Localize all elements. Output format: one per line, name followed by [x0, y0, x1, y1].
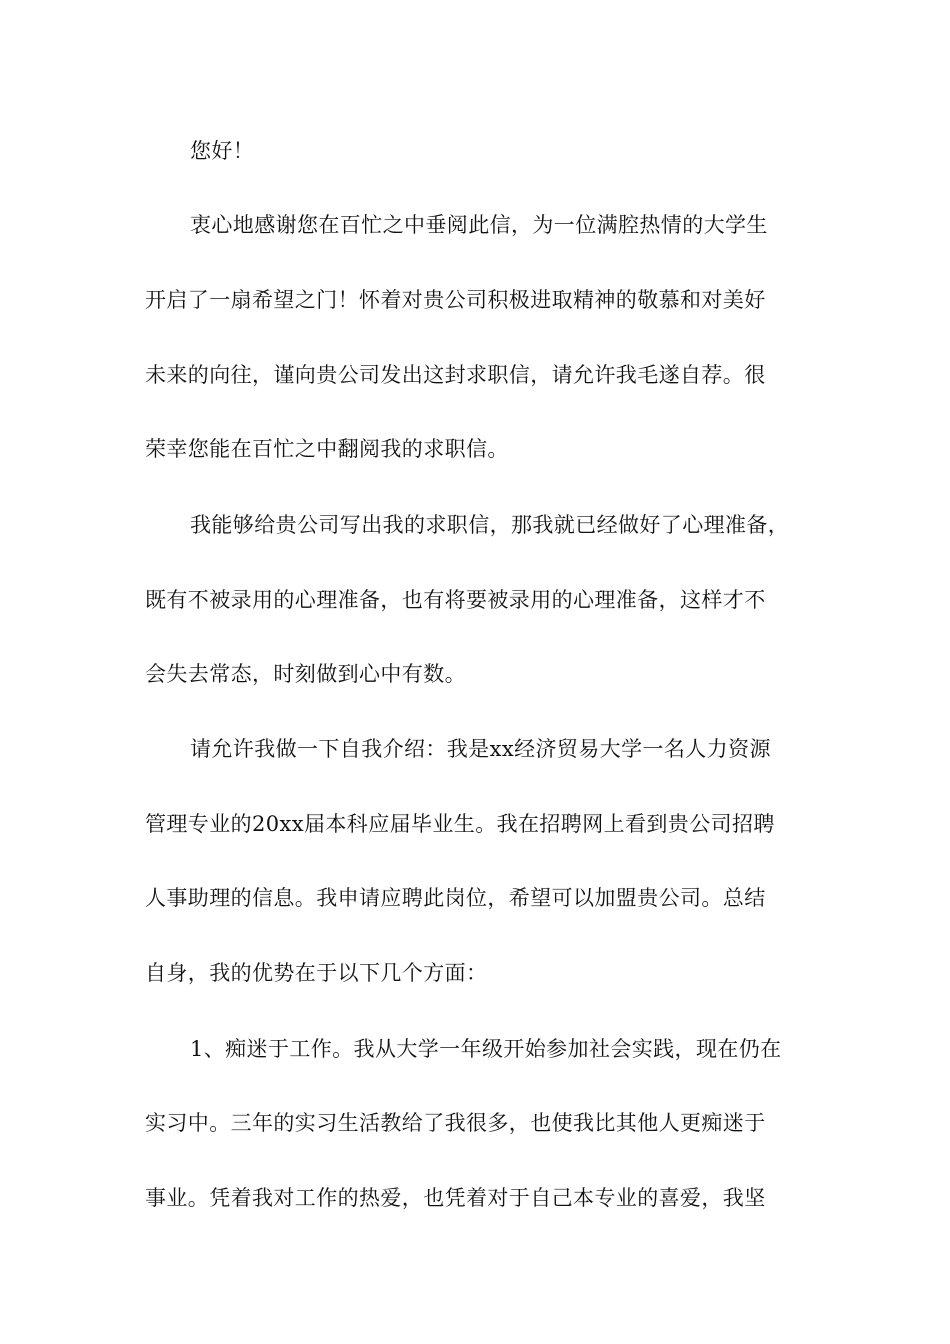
paragraph-4-line-3: 事业。凭着我对工作的热爱，也凭着对于自己本专业的喜爱，我坚 [145, 1186, 766, 1210]
paragraph-2-line-2: 既有不被录用的心理准备，也有将要被录用的心理准备，这样才不 [145, 588, 766, 612]
paragraph-4-line-1: 1、痴迷于工作。我从大学一年级开始参加社会实践，现在仍在 [190, 1037, 782, 1061]
paragraph-1-line-4: 荣幸您能在百忙之中翻阅我的求职信。 [145, 437, 509, 461]
paragraph-2-line-1: 我能够给贵公司写出我的求职信，那我就已经做好了心理准备， [190, 513, 790, 537]
paragraph-3-line-1: 请允许我做一下自我介绍：我是xx经济贸易大学一名人力资源 [190, 737, 771, 761]
paragraph-3-line-2: 管理专业的20xx届本科应届毕业生。我在招聘网上看到贵公司招聘 [145, 812, 775, 836]
paragraph-1-line-2: 开启了一扇希望之门！怀着对贵公司积极进取精神的敬慕和对美好 [145, 288, 766, 312]
paragraph-1-line-1: 衷心地感谢您在百忙之中垂阅此信，为一位满腔热情的大学生 [190, 213, 768, 237]
paragraph-3-line-4: 自身，我的优势在于以下几个方面： [145, 961, 488, 985]
paragraph-4-line-2: 实习中。三年的实习生活教给了我很多，也使我比其他人更痴迷于 [145, 1111, 766, 1135]
greeting: 您好！ [190, 139, 255, 163]
paragraph-3-line-3: 人事助理的信息。我申请应聘此岗位，希望可以加盟贵公司。总结 [145, 886, 766, 910]
paragraph-2-line-3: 会失去常态，时刻做到心中有数。 [145, 662, 466, 686]
paragraph-1-line-3: 未来的向往，谨向贵公司发出这封求职信，请允许我毛遂自荐。很 [145, 363, 766, 387]
